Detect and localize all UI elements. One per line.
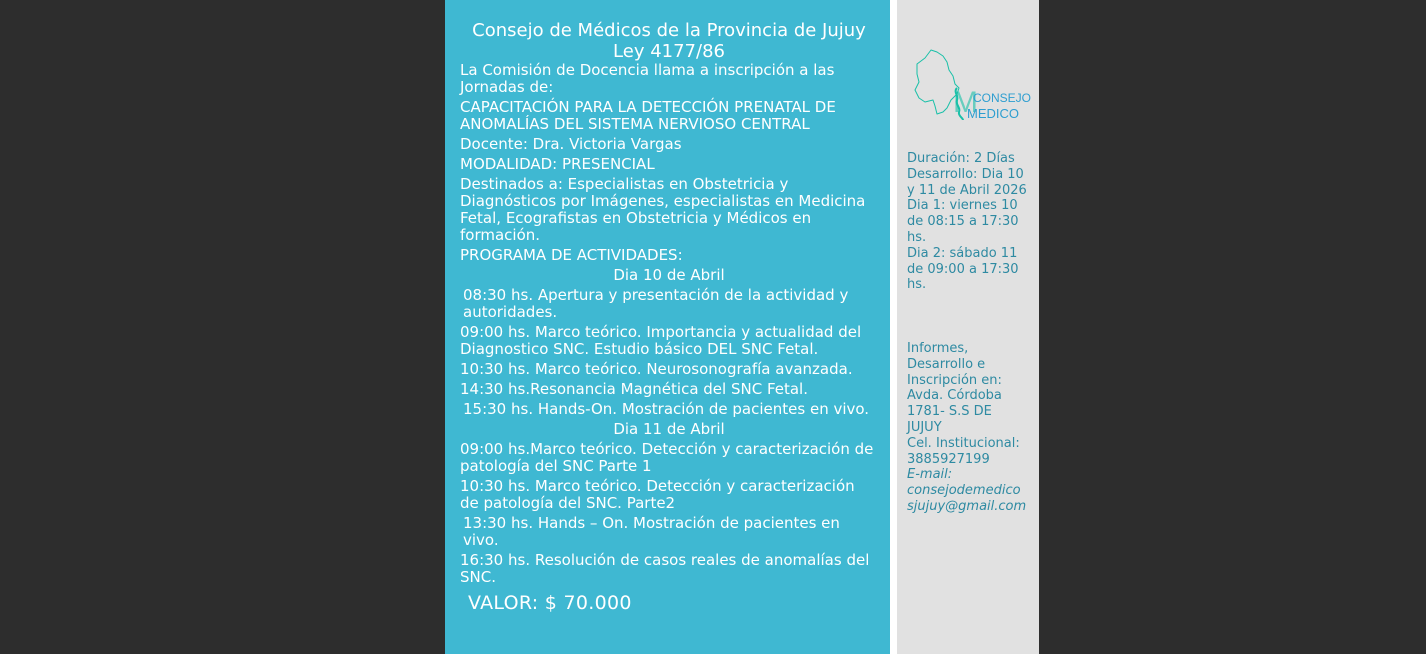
desarrollo-text: Desarrollo: Dia 10 y 11 de Abril 2026 xyxy=(907,166,1027,198)
day2-item: 10:30 hs. Marco teórico. Detección y caracterización de patología del SNC. Parte2 xyxy=(460,477,855,512)
logo-m-glyph: M xyxy=(953,86,978,119)
page-title: Consejo de Médicos de la Provincia de Jujuy xyxy=(472,20,866,41)
consejo-medico-logo xyxy=(913,48,1032,122)
day1-item: 09:00 hs. Marco teórico. Importancia y actualidad del Diagnostico SNC. Estudio básico DEL SNC Fetal. xyxy=(460,323,862,358)
flyer-side-panel xyxy=(897,0,1039,654)
informes-text: Informes, Desarrollo e Inscripción en: Avda. Córdoba 1781- S.S DE JUJUY xyxy=(907,341,1002,435)
day1-heading: Dia 10 de Abril xyxy=(613,266,725,284)
flyer-main-panel xyxy=(445,0,890,654)
logo-text-consejo: CONSEJO xyxy=(973,91,1032,105)
destinados-text: Destinados a: Especialistas en Obstetricia y Diagnósticos por Imágenes, especialistas en Medicina Fetal, Ecografistas en Obstetricia y Médicos en formación. xyxy=(460,175,866,244)
programa-heading: PROGRAMA DE ACTIVIDADES: xyxy=(460,246,683,264)
day2-item: 13:30 hs. Hands – On. Mostración de pacientes en vivo. xyxy=(463,514,840,549)
day2-item: 16:30 hs. Resolución de casos reales de anomalías del SNC. xyxy=(460,551,870,586)
day1-item: 14:30 hs.Resonancia Magnética del SNC Fetal. xyxy=(460,380,808,398)
logo-text-medico: MEDICO xyxy=(967,106,1019,121)
schedule-summary xyxy=(907,151,1027,293)
duracion-text: Duración: 2 Días xyxy=(907,151,1015,166)
day1-item: 15:30 hs. Hands-On. Mostración de pacientes en vivo. xyxy=(463,400,870,418)
docente-text: Docente: Dra. Victoria Vargas xyxy=(460,135,682,153)
cel-text: Cel. Institucional: 3885927199 xyxy=(907,435,1020,467)
email-link[interactable]: consejodemedicosjujuy@gmail.com xyxy=(907,483,1027,514)
panel-divider xyxy=(890,0,897,654)
dia1-text: Dia 1: viernes 10 de 08:15 a 17:30 hs. xyxy=(907,198,1019,245)
intro-text: La Comisión de Docencia llama a inscripción a las Jornadas de: xyxy=(460,61,835,96)
dia2-text: Dia 2: sábado 11 de 09:00 a 17:30 hs. xyxy=(907,245,1019,293)
page-subtitle: Ley 4177/86 xyxy=(613,41,725,62)
modalidad-text: MODALIDAD: PRESENCIAL xyxy=(460,155,655,173)
contact-info xyxy=(907,341,1027,515)
day1-item: 08:30 hs. Apertura y presentación de la actividad y autoridades. xyxy=(463,286,849,321)
day2-item: 09:00 hs.Marco teórico. Detección y caracterización de patología del SNC Parte 1 xyxy=(460,440,874,475)
day1-item: 10:30 hs. Marco teórico. Neurosonografía avanzada. xyxy=(460,360,853,378)
day2-heading: Dia 11 de Abril xyxy=(613,420,725,438)
course-title: CAPACITACIÓN PARA LA DETECCIÓN PRENATAL DE ANOMALÍAS DEL SISTEMA NERVIOSO CENTRAL xyxy=(460,98,836,133)
price-text: VALOR: $ 70.000 xyxy=(468,592,632,614)
email-label: E-mail: xyxy=(907,467,953,483)
